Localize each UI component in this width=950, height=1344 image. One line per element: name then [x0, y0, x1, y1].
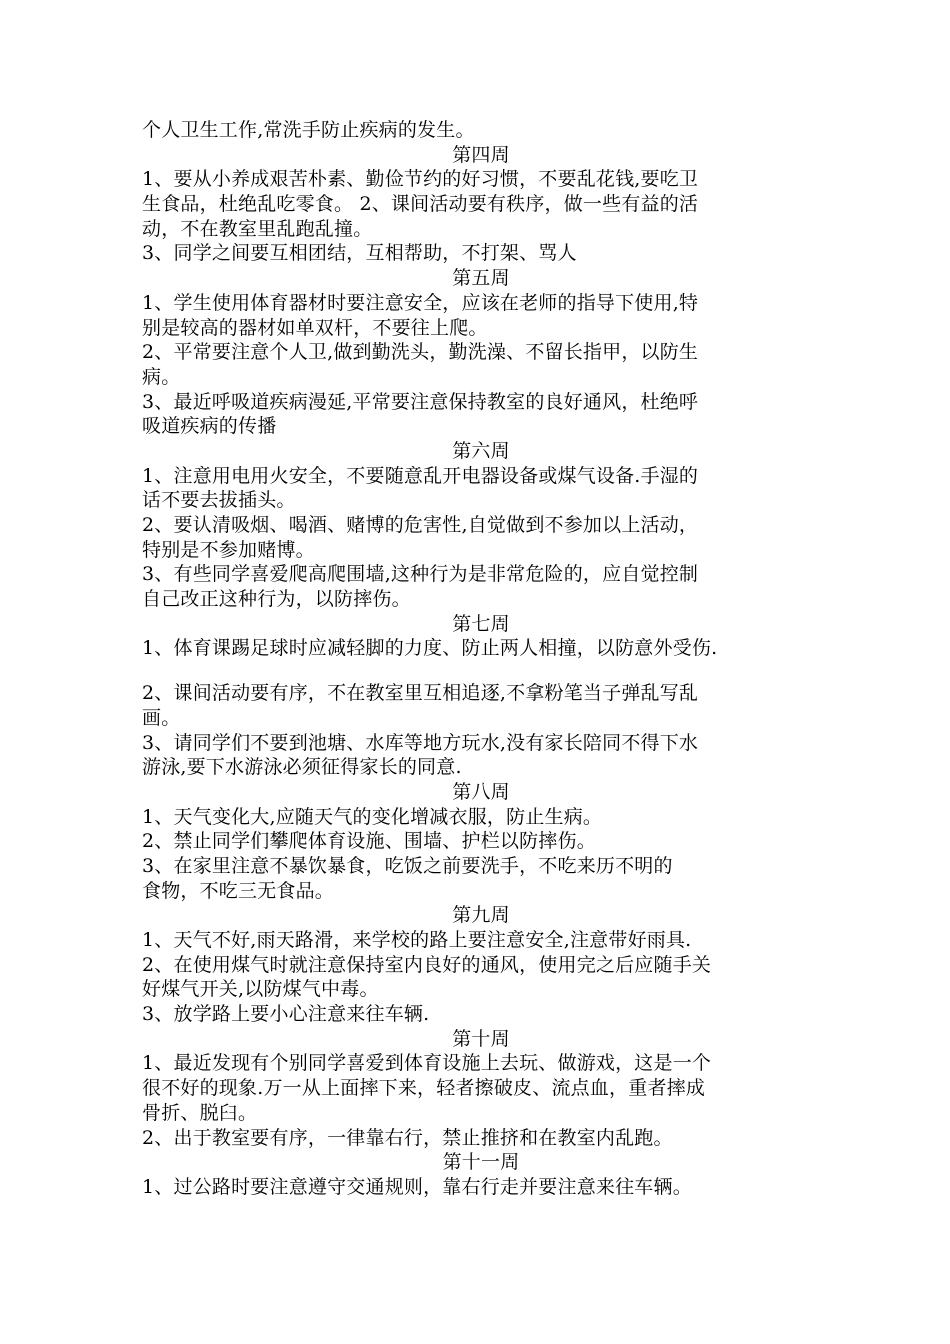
- text-line: 3、同学之间要互相团结，互相帮助，不打架、骂人: [142, 242, 577, 265]
- text-line: 2、课间活动要有序，不在教室里互相追逐,不拿粉笔当子弹乱写乱: [142, 682, 699, 705]
- week-heading: 第五周: [452, 267, 510, 290]
- week-heading: 第七周: [452, 612, 510, 635]
- text-line: 3、放学路上要小心注意来往车辆.: [142, 1003, 430, 1026]
- text-line: 1、注意用电用火安全，不要随意乱开电器设备或煤气设备.手湿的: [142, 464, 699, 487]
- text-line: 1、过公路时要注意遵守交通规则，靠右行走并要注意来往车辆。: [142, 1175, 692, 1198]
- week-heading: 第十一周: [442, 1151, 520, 1174]
- text-line: 3、有些同学喜爱爬高爬围墙,这种行为是非常危险的，应自觉控制: [142, 563, 699, 586]
- text-line: 1、学生使用体育器材时要注意安全，应该在老师的指导下使用,特: [142, 291, 699, 314]
- text-line: 2、要认清吸烟、喝酒、赌博的危害性,自觉做到不参加以上活动，: [142, 514, 699, 536]
- text-line: 2、禁止同学们攀爬体育设施、围墙、护栏以防摔伤。: [142, 830, 596, 853]
- text-line: 食物，不吃三无食品。: [142, 879, 335, 902]
- text-line: 1、体育课踢足球时应减轻脚的力度、防止两人相撞，以防意外受伤.: [142, 637, 718, 660]
- text-line: 1、最近发现有个别同学喜爱到体育设施上去玩、做游戏，这是一个: [142, 1052, 712, 1075]
- week-heading: 第四周: [452, 143, 510, 166]
- text-line: 3、最近呼吸道疾病漫延,平常要注意保持教室的良好通风，杜绝呼: [142, 390, 699, 413]
- text-line: 游泳,要下水游泳必须征得家长的同意.: [142, 756, 462, 779]
- text-line: 特别是不参加赌博。: [142, 538, 315, 561]
- text-line: 生食品，杜绝乱吃零食。 2、课间活动要有秩序，做一些有益的活: [142, 193, 699, 216]
- week-heading: 第十周: [452, 1027, 510, 1050]
- text-line: 2、平常要注意个人卫,做到勤洗头，勤洗澡、不留长指甲，以防生: [142, 341, 699, 364]
- text-line: 1、天气变化大,应随天气的变化增减衣服，防止生病。: [142, 805, 603, 828]
- document-page: [142, 118, 820, 1200]
- text-line: 病。: [142, 365, 181, 388]
- text-line: 动，不在教室里乱跑乱撞。: [142, 217, 373, 240]
- text-line: 画。: [142, 706, 181, 729]
- text-line: 1、天气不好,雨天路滑，来学校的路上要注意安全,注意带好雨具.: [142, 929, 692, 951]
- text-line: 3、请同学们不要到池塘、水库等地方玩水,没有家长陪同不得下水: [142, 731, 699, 754]
- text-line: 1、要从小养成艰苦朴素、勤俭节约的好习惯，不要乱花钱,要吃卫: [142, 168, 699, 191]
- text-line: 2、出于教室要有序，一律靠右行，禁止推挤和在教室内乱跑。: [142, 1126, 673, 1149]
- text-line: 很不好的现象.万一从上面摔下来，轻者擦破皮、流点血，重者摔成: [142, 1077, 706, 1100]
- text-line: 自己改正这种行为，以防摔伤。: [142, 588, 411, 611]
- text-line: 3、在家里注意不暴饮暴食，吃饭之前要洗手，不吃来历不明的: [142, 854, 673, 877]
- week-heading: 第八周: [452, 780, 510, 803]
- text-line: 骨折、脱臼。: [142, 1101, 258, 1124]
- week-heading: 第九周: [452, 904, 510, 927]
- text-line: 2、在使用煤气时就注意保持室内良好的通风，使用完之后应随手关: [142, 953, 712, 976]
- text-line: 别是较高的器材如单双杆，不要往上爬。: [142, 316, 488, 339]
- week-heading: 第六周: [452, 439, 510, 462]
- text-line: 话不要去拔插头。: [142, 489, 296, 512]
- text-line: 好煤气开关,以防煤气中毒。: [142, 978, 379, 1001]
- blank-line: [142, 661, 820, 681]
- text-line: 个人卫生工作,常洗手防止疾病的发生。: [142, 119, 475, 141]
- text-line: 吸道疾病的传播: [142, 415, 277, 438]
